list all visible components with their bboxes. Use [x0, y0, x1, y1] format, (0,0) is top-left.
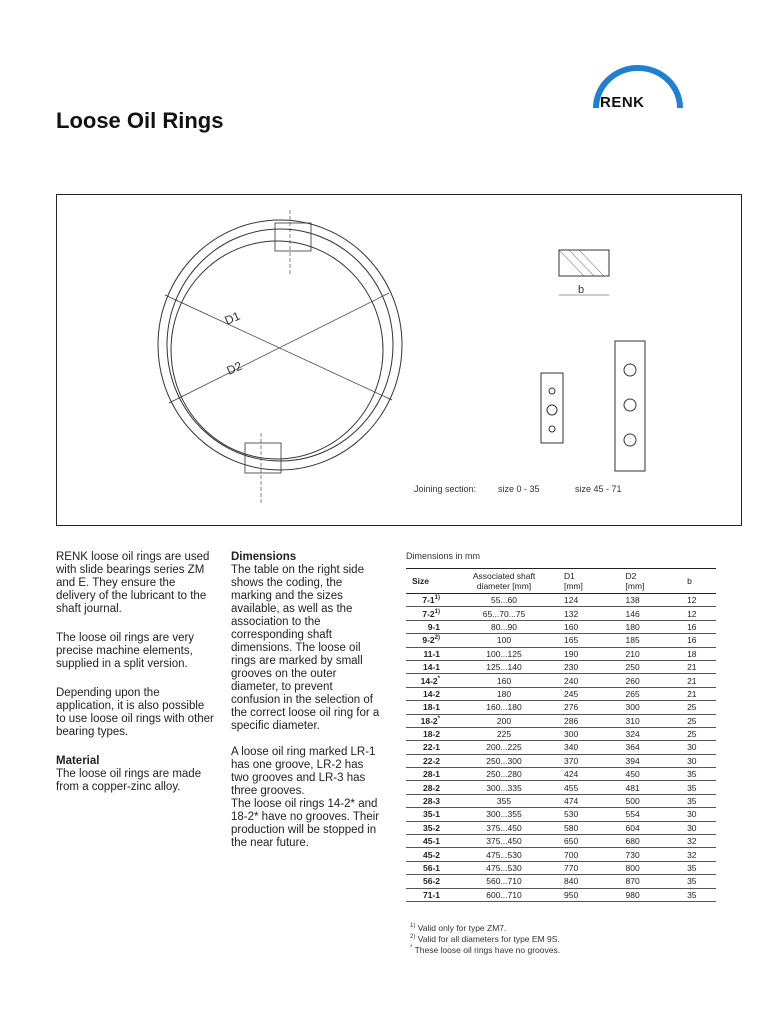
table-cell: 18 [671, 647, 716, 660]
table-cell: 132 [548, 607, 610, 620]
table-cell: 394 [610, 754, 672, 767]
table-cell: 700 [548, 848, 610, 861]
ring-inner-ellipse [171, 241, 383, 459]
intro-column [56, 551, 214, 794]
table-cell: 185 [610, 634, 672, 647]
header-size: Size [406, 569, 460, 594]
table-row [406, 848, 716, 861]
table-cell: 324 [610, 727, 672, 740]
table-cell: 32 [671, 848, 716, 861]
cross-section [559, 250, 609, 276]
table-cell: 650 [548, 835, 610, 848]
table-cell: 250...280 [460, 768, 548, 781]
table-cell: 310 [610, 714, 672, 727]
table-row [406, 647, 716, 660]
table-cell: 210 [610, 647, 672, 660]
table-cell: 355 [460, 794, 548, 807]
table-cell: 9-2$^{2)}$ [406, 634, 460, 647]
table-cell: 375...450 [460, 821, 548, 834]
table-cell: 160 [460, 674, 548, 687]
table-row [406, 794, 716, 807]
ring-outer-ellipse [158, 220, 402, 470]
intro-paragraph: RENK loose oil rings are used with slide bearings series ZM and E. They ensure the delivery of the lubricant to the shaft journal. [56, 551, 210, 615]
table-cell: 200...225 [460, 741, 548, 754]
table-cell: 146 [610, 607, 672, 620]
table-row [406, 741, 716, 754]
table-cell: 14-2* [406, 674, 460, 687]
table-cell: 730 [610, 848, 672, 861]
joint-large [615, 341, 645, 471]
table-cell: 71-1 [406, 888, 460, 901]
table-cell: 45-1 [406, 835, 460, 848]
table-cell: 11-1 [406, 647, 460, 660]
table-cell: 180 [610, 620, 672, 633]
d2-label: D2 [224, 358, 245, 378]
table-cell: 35 [671, 875, 716, 888]
table-cell: 21 [671, 660, 716, 673]
table-cell: 500 [610, 794, 672, 807]
table-cell: 455 [548, 781, 610, 794]
footnote: $^{2)}$ Valid for all diameters for type EM 9S. [410, 934, 560, 944]
table-row [406, 714, 716, 727]
table-cell: 950 [548, 888, 610, 901]
table-row [406, 674, 716, 687]
table-cell: 18-1 [406, 701, 460, 714]
table-cell: 9-1 [406, 620, 460, 633]
table-cell: 7-2$^{1)}$ [406, 607, 460, 620]
dimensions-table-body [406, 594, 716, 902]
table-cell: 21 [671, 687, 716, 700]
table-cell: 22-1 [406, 741, 460, 754]
table-cell: 300...335 [460, 781, 548, 794]
footnote: $^{1)}$ Valid only for type ZM7. [410, 923, 507, 933]
table-cell: 22-2 [406, 754, 460, 767]
table-cell: 124 [548, 594, 610, 607]
table-row [406, 727, 716, 740]
table-cell: 600...710 [460, 888, 548, 901]
table-row [406, 594, 716, 607]
table-cell: 35 [671, 794, 716, 807]
dimensions-unit-note: Dimensions in mm [406, 551, 481, 561]
intro-paragraph: The loose oil rings are very precise machine elements, supplied in a split version. [56, 632, 195, 670]
table-cell: 35 [671, 768, 716, 781]
table-cell: 481 [610, 781, 672, 794]
table-cell: 870 [610, 875, 672, 888]
table-cell: 450 [610, 768, 672, 781]
table-cell: 35 [671, 861, 716, 874]
table-row [406, 861, 716, 874]
table-cell: 18-2* [406, 714, 460, 727]
table-cell: 180 [460, 687, 548, 700]
table-cell: 25 [671, 714, 716, 727]
table-cell: 370 [548, 754, 610, 767]
d2-line [169, 293, 389, 403]
table-cell: 45-2 [406, 848, 460, 861]
top-joint [275, 223, 311, 251]
table-cell: 560...710 [460, 875, 548, 888]
table-cell: 286 [548, 714, 610, 727]
table-cell: 16 [671, 620, 716, 633]
table-cell: 230 [548, 660, 610, 673]
table-cell: 770 [548, 861, 610, 874]
table-cell: 840 [548, 875, 610, 888]
table-cell: 125...140 [460, 660, 548, 673]
table-row [406, 607, 716, 620]
table-cell: 300...355 [460, 808, 548, 821]
material-heading: Material [56, 755, 100, 767]
dimensions-table [406, 568, 716, 902]
dimensions-paragraph: The loose oil rings 14-2* and 18-2* have no grooves. Their production will be stopped in the near future. [231, 798, 380, 849]
table-row [406, 620, 716, 633]
table-cell: 30 [671, 741, 716, 754]
table-cell: 160...180 [460, 701, 548, 714]
d1-label: D1 [222, 308, 243, 328]
table-cell: 260 [610, 674, 672, 687]
table-cell: 14-1 [406, 660, 460, 673]
table-cell: 200 [460, 714, 548, 727]
caption-size-small: size 0 - 35 [498, 484, 540, 494]
table-cell: 32 [671, 835, 716, 848]
table-row [406, 634, 716, 647]
table-cell: 265 [610, 687, 672, 700]
table-cell: 16 [671, 634, 716, 647]
table-cell: 35 [671, 888, 716, 901]
table-row [406, 808, 716, 821]
table-cell: 250 [610, 660, 672, 673]
table-row [406, 821, 716, 834]
table-cell: 30 [671, 821, 716, 834]
table-cell: 800 [610, 861, 672, 874]
table-cell: 30 [671, 808, 716, 821]
table-row [406, 754, 716, 767]
table-cell: 55...60 [460, 594, 548, 607]
table-cell: 138 [610, 594, 672, 607]
table-cell: 12 [671, 607, 716, 620]
table-row [406, 875, 716, 888]
table-cell: 225 [460, 727, 548, 740]
table-cell: 21 [671, 674, 716, 687]
table-cell: 35 [671, 781, 716, 794]
table-row [406, 701, 716, 714]
footnote: * These loose oil rings have no grooves. [410, 945, 561, 955]
table-cell: 56-2 [406, 875, 460, 888]
technical-drawing [56, 194, 742, 526]
table-row [406, 781, 716, 794]
table-cell: 240 [548, 674, 610, 687]
header-assoc: Associated shaft diameter [mm] [460, 569, 548, 594]
table-cell: 250...300 [460, 754, 548, 767]
header-d2: D2 [mm] [610, 569, 672, 594]
caption-label: Joining section: [414, 484, 477, 494]
table-cell: 56-1 [406, 861, 460, 874]
dimensions-heading: Dimensions [231, 551, 297, 563]
table-cell: 25 [671, 701, 716, 714]
table-cell: 35-1 [406, 808, 460, 821]
table-cell: 7-1$^{1)}$ [406, 594, 460, 607]
table-cell: 35-2 [406, 821, 460, 834]
table-cell: 12 [671, 594, 716, 607]
table-cell: 300 [548, 727, 610, 740]
dimensions-paragraph: A loose oil ring marked LR-1 has one groove, LR-2 has two grooves and LR-3 has three grooves. [231, 746, 376, 797]
table-cell: 475...530 [460, 861, 548, 874]
renk-logo-arc [588, 60, 688, 120]
table-cell: 18-2 [406, 727, 460, 740]
material-paragraph: The loose oil rings are made from a copper-zinc alloy. [56, 768, 202, 793]
caption-size-large: size 45 - 71 [575, 484, 622, 494]
table-cell: 28-1 [406, 768, 460, 781]
table-cell: 554 [610, 808, 672, 821]
page-title: Loose Oil Rings [56, 108, 224, 133]
header-b: b [671, 569, 716, 594]
table-cell: 165 [548, 634, 610, 647]
intro-paragraph: Depending upon the application, it is also possible to use loose oil rings with other bearing types. [56, 687, 214, 738]
table-cell: 530 [548, 808, 610, 821]
ring-drawing [57, 195, 743, 527]
header-d1: D1 [mm] [548, 569, 610, 594]
table-row [406, 687, 716, 700]
table-cell: 14-2 [406, 687, 460, 700]
table-cell: 100...125 [460, 647, 548, 660]
dimensions-column [231, 551, 383, 850]
table-cell: 80...90 [460, 620, 548, 633]
table-row [406, 768, 716, 781]
table-cell: 375...450 [460, 835, 548, 848]
table-cell: 580 [548, 821, 610, 834]
table-cell: 160 [548, 620, 610, 633]
table-cell: 604 [610, 821, 672, 834]
table-cell: 980 [610, 888, 672, 901]
table-cell: 65...70...75 [460, 607, 548, 620]
table-cell: 28-2 [406, 781, 460, 794]
d1-line [165, 295, 392, 400]
table-cell: 680 [610, 835, 672, 848]
table-cell: 424 [548, 768, 610, 781]
table-cell: 25 [671, 727, 716, 740]
table-row [406, 835, 716, 848]
table-row [406, 888, 716, 901]
table-cell: 190 [548, 647, 610, 660]
table-row [406, 660, 716, 673]
table-cell: 245 [548, 687, 610, 700]
table-cell: 340 [548, 741, 610, 754]
table-cell: 474 [548, 794, 610, 807]
table-cell: 300 [610, 701, 672, 714]
table-cell: 276 [548, 701, 610, 714]
dimensions-paragraph: The table on the right side shows the coding, the marking and the sizes available, as well as the association to the corresponding shaft dimensions. The loose oil rings are marked by small grooves on the outer diameter, to prevent confusion in the selection of the correct loose oil ring for a specific diameter. [231, 564, 380, 732]
table-cell: 364 [610, 741, 672, 754]
renk-logo-text: RENK [600, 94, 645, 111]
table-cell: 475...530 [460, 848, 548, 861]
b-label: b [578, 284, 585, 296]
table-cell: 30 [671, 754, 716, 767]
table-footnotes [410, 923, 560, 956]
table-cell: 28-3 [406, 794, 460, 807]
table-cell: 100 [460, 634, 548, 647]
